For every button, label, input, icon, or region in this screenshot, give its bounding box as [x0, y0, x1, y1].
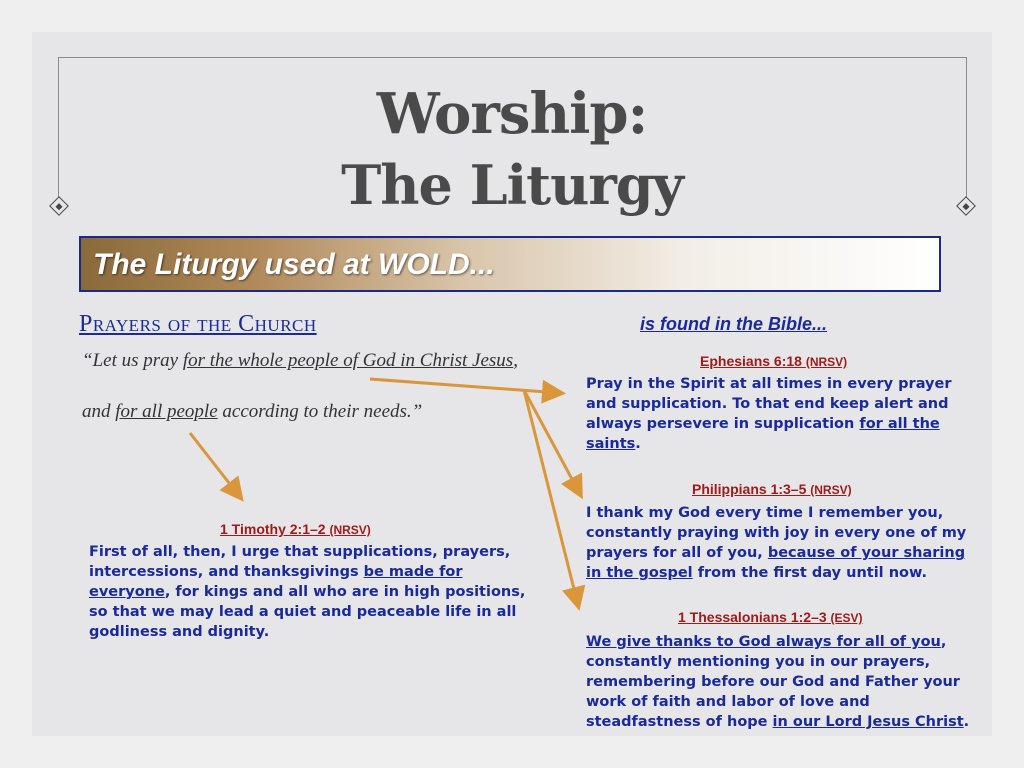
quote-underline: for all people	[115, 401, 218, 422]
quote-underline: for the whole people of God in Christ Jesus	[182, 350, 514, 371]
prayers-heading: Prayers of the Church	[79, 311, 317, 337]
quote-text: and	[82, 401, 116, 422]
reference-version: (NRSV)	[805, 355, 848, 369]
page-title-line2: The Liturgy	[341, 153, 683, 217]
reference-version: (NRSV)	[329, 523, 371, 537]
verse-text: First of all, then, I urge that supplications, prayers, intercessions, and thanksgivings	[89, 544, 511, 580]
reference-version: (ESV)	[830, 611, 863, 625]
arrow-to-ephesians	[370, 379, 560, 393]
reference-text: 1 Timothy 2:1–2	[220, 521, 326, 537]
verse-text: .	[635, 436, 641, 452]
verse-text: .	[963, 714, 970, 730]
verse-text: Pray in the Spirit at all times in every prayer and supplication. To that end keep alert and always persevere in supplication	[586, 376, 952, 432]
arrow-to-timothy	[190, 433, 240, 497]
quote-text: according to their needs.”	[217, 401, 423, 422]
verse-text: , constantly mentioning you in our prayers, remembering before our God and Father your work of faith and labor of love and steadfastness of hope	[586, 634, 960, 730]
reference-text: Philippians 1:3–5	[692, 481, 807, 497]
verse-underline: We give thanks to God always for all of you	[586, 634, 941, 650]
quote-text: ,	[513, 350, 518, 371]
page-title-line1: Worship:	[376, 81, 648, 147]
banner-text: The Liturgy used at WOLD...	[93, 248, 495, 281]
verse-underline: because of your sharing in the gospel	[586, 545, 966, 581]
verse-text: I thank my God every time I remember you, constantly praying with joy in every one of my prayers for all of you,	[586, 505, 967, 561]
verse-text: , for kings and all who are in high positions, so that we may lead a quiet and peaceable life in all godliness and dignity.	[89, 584, 526, 640]
quote-text: “Let us pray	[82, 350, 183, 371]
bible-heading: is found in the Bible...	[640, 314, 827, 334]
verse-underline: for all the saints	[586, 416, 940, 452]
verse-underline: in our Lord Jesus Christ	[772, 714, 964, 730]
arrow-to-thessalonians	[524, 390, 578, 605]
reference-version: (NRSV)	[810, 483, 852, 497]
verse-underline: be made for everyone	[89, 564, 463, 600]
reference-text: Ephesians 6:18	[700, 353, 802, 369]
verse-text: from the first day until now.	[692, 565, 927, 581]
arrow-to-philippians	[524, 390, 580, 494]
reference-text: 1 Thessalonians 1:2–3	[678, 609, 827, 625]
